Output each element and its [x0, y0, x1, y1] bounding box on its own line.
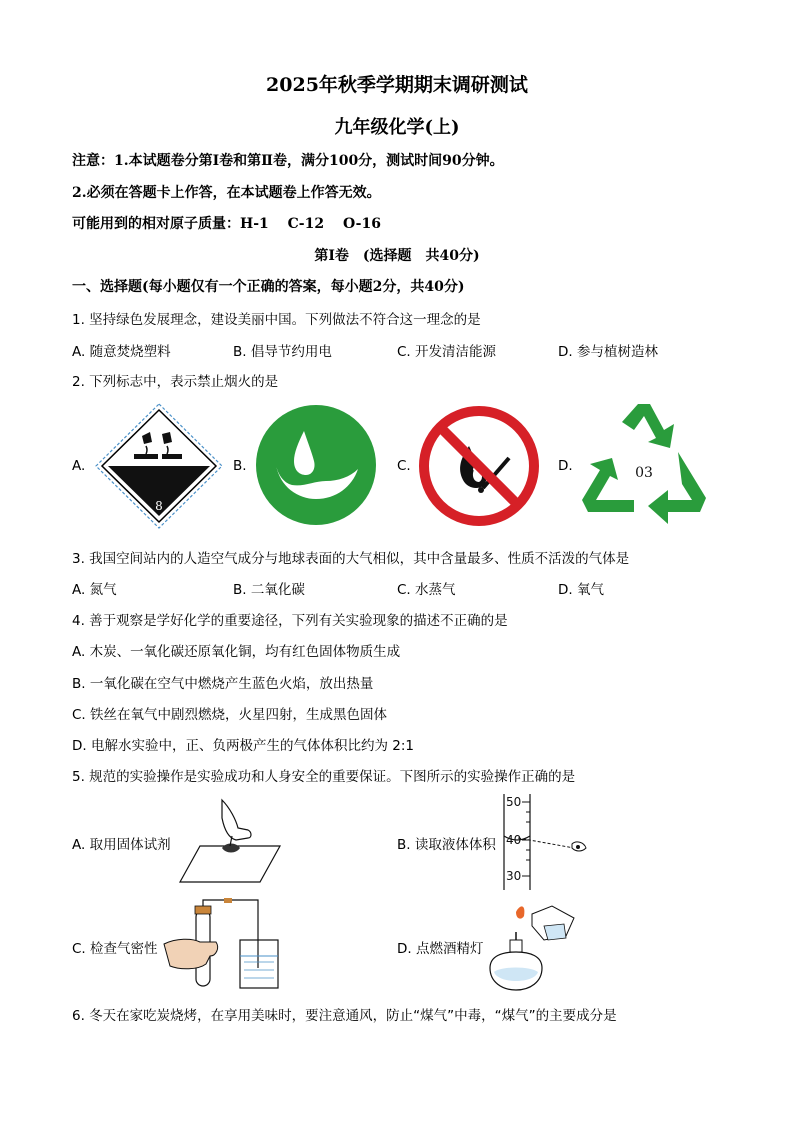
recycle-sign-icon	[578, 402, 710, 528]
question-4-stem: 4. 善于观察是学好化学的重要途径，下列有关实验现象的描述不正确的是	[72, 613, 508, 629]
q2-label-d[interactable]: D.	[558, 458, 573, 474]
q5-option-d[interactable]: D. 点燃酒精灯	[397, 941, 484, 957]
q2-label-a[interactable]: A.	[72, 458, 86, 474]
question-1-stem: 1. 坚持绿色发展理念，建设美丽中国。下列做法不符合这一理念的是	[72, 312, 481, 328]
graduated-cylinder-icon	[498, 792, 590, 892]
q1-option-a[interactable]: A. 随意焚烧塑料	[72, 344, 171, 360]
no-fire-sign-icon	[417, 404, 541, 528]
corrosive-sign-icon	[94, 402, 224, 530]
alcohol-lamp-lighting-icon	[482, 902, 586, 992]
q3-option-a[interactable]: A. 氮气	[72, 582, 117, 598]
sign-d-number: 03	[635, 465, 653, 481]
q5-option-c[interactable]: C. 检查气密性	[72, 941, 158, 957]
solid-reagent-hand-icon	[178, 798, 282, 888]
note-1: 注意：1.本试题卷分第Ⅰ卷和第Ⅱ卷，满分100分，测试时间90分钟。	[72, 153, 504, 169]
q2-label-b[interactable]: B.	[233, 458, 247, 474]
q1-option-b[interactable]: B. 倡导节约用电	[233, 344, 332, 360]
q4-option-c[interactable]: C. 铁丝在氧气中剧烈燃烧，火星四射，生成黑色固体	[72, 707, 388, 723]
section-heading: 一、选择题(每小题仅有一个正确的答案，每小题2分，共40分)	[72, 279, 465, 295]
q4-option-a[interactable]: A. 木炭、一氧化碳还原氧化铜，均有红色固体物质生成	[72, 644, 401, 660]
q3-option-d[interactable]: D. 氧气	[558, 582, 604, 598]
q1-option-c[interactable]: C. 开发清洁能源	[397, 344, 497, 360]
q5-option-b[interactable]: B. 读取液体体积	[397, 837, 496, 853]
tick-50: 50	[506, 795, 522, 809]
question-3-stem: 3. 我国空间站内的人造空气成分与地球表面的大气相似，其中含量最多、性质不活泼的气体是	[72, 551, 630, 567]
sign-a-number: 8	[155, 499, 163, 513]
q1-option-d[interactable]: D. 参与植树造林	[558, 344, 658, 360]
question-2-stem: 2. 下列标志中，表示禁止烟火的是	[72, 374, 279, 390]
q4-option-b[interactable]: B. 一氧化碳在空气中燃烧产生蓝色火焰，放出热量	[72, 676, 374, 692]
note-2: 2.必须在答题卡上作答，在本试题卷上作答无效。	[72, 185, 381, 201]
q4-option-d[interactable]: D. 电解水实验中，正、负两极产生的气体体积比约为 2:1	[72, 738, 414, 754]
question-6-stem: 6. 冬天在家吃炭烧烤，在享用美味时，要注意通风，防止“煤气”中毒，“煤气”的主要成分是	[72, 1008, 617, 1024]
q3-option-c[interactable]: C. 水蒸气	[397, 582, 456, 598]
tick-30: 30	[506, 869, 522, 883]
page-title: 2025年秋季学期期末调研测试	[266, 74, 528, 96]
tick-40: 40	[506, 833, 522, 847]
page-subtitle: 九年级化学(上)	[334, 117, 460, 138]
question-5-stem: 5. 规范的实验操作是实验成功和人身安全的重要保证。下图所示的实验操作正确的是	[72, 769, 576, 785]
atomic-mass-note: 可能用到的相对原子质量：H-1 C-12 O-16	[72, 216, 381, 232]
q3-option-b[interactable]: B. 二氧化碳	[233, 582, 305, 598]
airtightness-check-icon	[160, 898, 282, 990]
q5-option-a[interactable]: A. 取用固体试剂	[72, 837, 171, 853]
part-title: 第Ⅰ卷 (选择题 共40分)	[314, 248, 480, 264]
q2-label-c[interactable]: C.	[397, 458, 411, 474]
green-water-sign-icon	[254, 403, 378, 527]
